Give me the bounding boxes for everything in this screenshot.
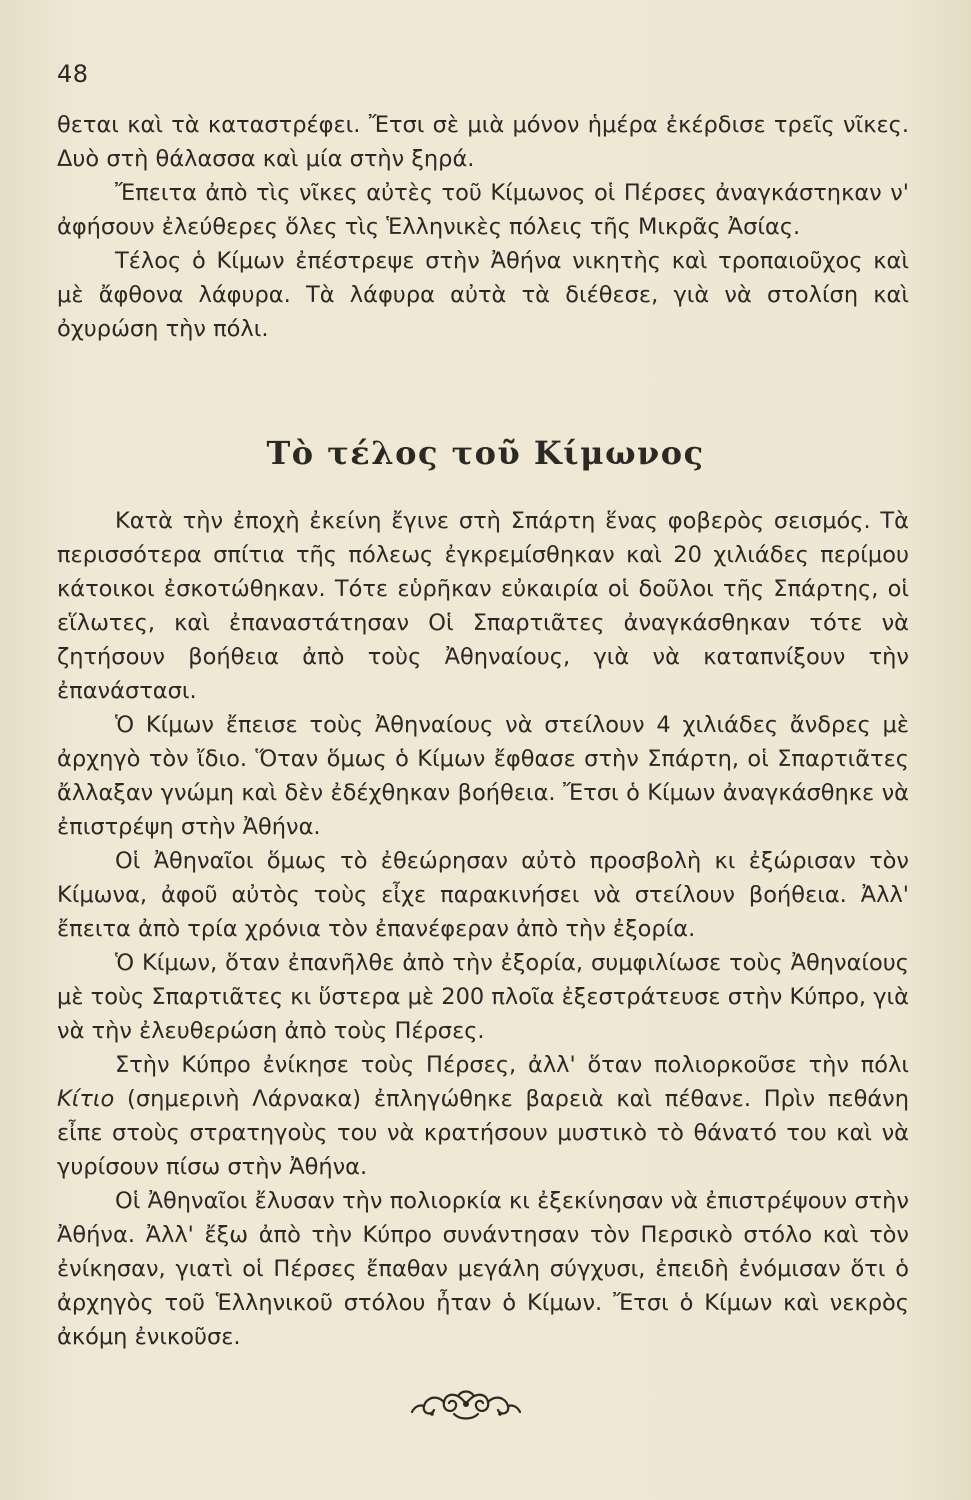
- paragraph: Ἔπειτα ἀπὸ τὶς νῖκες αὐτὲς τοῦ Κίμωνος οἱ Πέρσες ἀναγκάστηκαν ν' ἀφήσουν ἐλεύθερες ὅλες τὶς Ἑλληνικὲς πόλεις τῆς Μικρᾶς Ἀσίας.: [57, 180, 909, 240]
- intro-text: [57, 108, 909, 346]
- section-text: [57, 504, 909, 1354]
- paragraph: Τέλος ὁ Κίμων ἐπέστρεψε στὴν Ἀθήνα νικητὴς καὶ τροπαιοῦχος καὶ μὲ ἄφθονα λάφυρα. Τὰ λάφυρα αὐτὰ τὰ διέθεσε, γιὰ νὰ στολίση καὶ ὀχυρώση τὴν πόλι.: [57, 248, 909, 342]
- section-heading: Τὸ τέλος τοῦ Κίμωνος: [266, 434, 705, 472]
- text-run: Στὴν Κύπρο ἐνίκησε τοὺς Πέρσες, ἀλλ' ὅταν πολιορκοῦσε τὴν πόλι: [115, 1052, 909, 1078]
- floral-ornament-icon: [410, 1384, 522, 1424]
- paragraph: θεται καὶ τὰ καταστρέφει. Ἔτσι σὲ μιὰ μόνον ἡμέρα ἐκέρδισε τρεῖς νῖκες. Δυὸ στὴ θάλασσα καὶ μία στὴν ξηρά.: [57, 112, 909, 172]
- paragraph: Οἱ Ἀθηναῖοι ἔλυσαν τὴν πολιορκία κι ἐξεκίνησαν νὰ ἐπιστρέψουν στὴν Ἀθήνα. Ἀλλ' ἔξω ἀπὸ τὴν Κύπρο συνάντησαν τὸν Περσικὸ στόλο καὶ τὸν ἐνίκησαν, γιατὶ οἱ Πέρσες ἔπαθαν μεγάλη σύγχυσι, ἐπειδὴ ἐνόμισαν ὅτι ὁ ἀρχηγὸς τοῦ Ἑλληνικοῦ στόλου ἦταν ὁ Κίμων. Ἔτσι ὁ Κίμων καὶ νεκρὸς ἀκόμη ἐνικοῦσε.: [57, 1188, 909, 1350]
- paragraph: [57, 1048, 909, 1184]
- paragraph: Οἱ Ἀθηναῖοι ὅμως τὸ ἐθεώρησαν αὐτὸ προσβολὴ κι ἐξώρισαν τὸν Κίμωνα, ἀφοῦ αὐτὸς τοὺς εἶχε παρακινήσει νὰ στείλουν βοήθεια. Ἀλλ' ἔπειτα ἀπὸ τρία χρόνια τὸν ἐπανέφεραν ἀπὸ τὴν ἐξορία.: [57, 848, 909, 942]
- page-number: 48: [57, 60, 89, 88]
- paragraph: Ὁ Κίμων, ὅταν ἐπανῆλθε ἀπὸ τὴν ἐξορία, συμφιλίωσε τοὺς Ἀθηναίους μὲ τοὺς Σπαρτιᾶτες κι ὕστερα μὲ 200 πλοῖα ἐξεστράτευσε στὴν Κύπρο, γιὰ νὰ τὴν ἐλευθερώση ἀπὸ τοὺς Πέρσες.: [57, 950, 909, 1044]
- text-run: (σημερινὴ Λάρνακα) ἐπληγώθηκε βαρειὰ καὶ πέθανε. Πρὶν πεθάνη εἶπε στοὺς στρατηγοὺς του νὰ κρατήσουν μυστικὸ τὸ θάνατό του καὶ νὰ γυρίσουν πίσω στὴν Ἀθήνα.: [57, 1086, 909, 1180]
- paragraph: Ὁ Κίμων ἔπεισε τοὺς Ἀθηναίους νὰ στείλουν 4 χιλιάδες ἄνδρες μὲ ἀρχηγὸ τὸν ἴδιο. Ὅταν ὅμως ὁ Κίμων ἔφθασε στὴν Σπάρτη, οἱ Σπαρτιᾶτες ἄλλαξαν γνώμη καὶ δὲν ἐδέχθηκαν βοήθεια. Ἔτσι ὁ Κίμων ἀναγκάσθηκε νὰ ἐπιστρέψη στὴν Ἀθήνα.: [57, 712, 909, 840]
- place-name-italic: Κίτιο: [57, 1086, 115, 1112]
- paragraph: Κατὰ τὴν ἐποχὴ ἐκείνη ἔγινε στὴ Σπάρτη ἕνας φοβερὸς σεισμός. Τὰ περισσότερα σπίτια τῆς πόλεως ἐγκρεμίσθηκαν καὶ 20 χιλιάδες περίμου κάτοικοι ἐσκοτώθηκαν. Τότε εὑρῆκαν εὐκαιρία οἱ δοῦλοι τῆς Σπάρτης, οἱ εἵλωτες, καὶ ἐπαναστάτησαν Οἱ Σπαρτιᾶτες ἀναγκάσθηκαν τότε νὰ ζητήσουν βοήθεια ἀπὸ τοὺς Ἀθηναίους, γιὰ νὰ καταπνίξουν τὴν ἐπανάστασι.: [57, 508, 909, 704]
